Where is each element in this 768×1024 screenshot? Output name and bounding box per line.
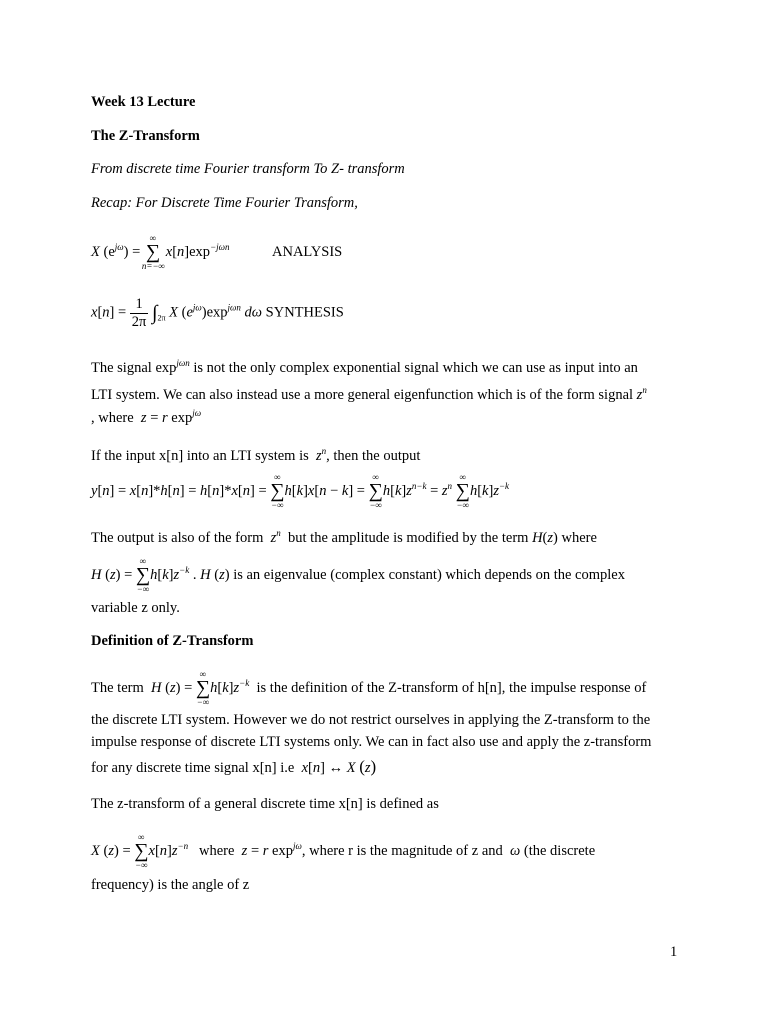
text: The term <box>91 680 144 697</box>
text: but the amplitude is modified by the term <box>288 530 529 546</box>
text: where <box>199 843 235 860</box>
text: is the definition of the Z-transform of h[n], the impulse response of <box>256 680 647 697</box>
text: If the input x[n] into an LTI system is <box>91 448 309 464</box>
subtitle: From discrete time Fourier transform To Z- transform <box>91 161 405 177</box>
paragraph-4-line-1: The term H (z) = ∞ ∑ −∞ $h[k]z^{-k}$ is the definition of the Z-transform of h[n], the impulse response of <box>91 669 647 707</box>
text: where <box>561 530 597 546</box>
section-title: The Z-Transform <box>91 128 200 144</box>
text: The signal <box>91 360 152 376</box>
text: LTI system. We can also instead use a more general eigenfunction which is of the form signal <box>91 387 634 403</box>
paragraph-1-line-1: The signal $\exp^{j\omega n}$ is not the only complex exponential signal which we can use as input into an <box>91 358 638 376</box>
paragraph-1-line-3: , where z = r $\exp^{j\omega}$ <box>91 408 202 426</box>
synthesis-label: SYNTHESIS <box>265 304 344 321</box>
text: for any discrete time signal x[n] i.e <box>91 760 295 776</box>
recap-text: Recap: For Discrete Time Fourier Transform, <box>91 195 358 211</box>
z-transform-definition: X (z) = ∞ ∑ −∞ $x[n]z^{-n}$ where z = r $\exp^{j\omega}$, where r is the magnitude of z and ω (the discrete <box>91 832 596 870</box>
synthesis-equation: x[n] = $\frac{1}{2\pi}$ $\int_{2\pi}$ X $(e^{j\omega})\exp^{j\omega n}$ dω SYNTHESIS <box>91 296 344 330</box>
paragraph-3-line-2: H (z) = ∞ ∑ −∞ $h[k]z^{-k}$ . H (z) is an eigenvalue (complex constant) which depends on the complex <box>91 556 625 594</box>
paragraph-4-line-2: the discrete LTI system. However we do not restrict ourselves in applying the Z-transform to the <box>91 712 651 728</box>
paragraph-1-line-2: LTI system. We can also instead use a more general eigenfunction which is of the form signal $z^n$ <box>91 385 647 403</box>
text: The output is also of the form <box>91 530 264 546</box>
paragraph-4-line-3: impulse response of discrete LTI systems only. We can in fact also use and apply the z-transform <box>91 734 652 750</box>
paragraph-3-line-1: The output is also of the form $z^n$ but the amplitude is modified by the term H(z) where <box>91 528 597 546</box>
text: , where r is the magnitude of z and <box>301 843 503 860</box>
text: is an eigenvalue (complex constant) which depends on the complex <box>233 567 625 584</box>
paragraph-4-line-4: for any discrete time signal x[n] i.e x[n] ↔ X (z) <box>91 757 377 776</box>
text: , where <box>91 410 134 426</box>
paragraph-3-line-3: variable z only. <box>91 600 180 616</box>
analysis-label: ANALYSIS <box>272 244 343 260</box>
page-number: 1 <box>670 944 678 960</box>
text: (the discrete <box>523 843 596 860</box>
definition-heading: Definition of Z-Transform <box>91 633 254 649</box>
lecture-heading: Week 13 Lecture <box>91 94 196 110</box>
paragraph-5: The z-transform of a general discrete time x[n] is defined as <box>91 796 439 812</box>
text: is not the only complex exponential signal which we can use as input into an <box>193 360 638 376</box>
text: , then the output <box>326 448 421 464</box>
convolution-equation: y[n] = x[n]*h[n] = h[n]*x[n] = ∞ ∑ −∞ h[k]x[n − k] = ∞ ∑ −∞ $h[k]z^{n-k} = z^n$ ∞ ∑ −∞ $h[k]z^{-k}$ <box>91 472 510 510</box>
paragraph-6-line-2: frequency) is the angle of z <box>91 877 250 893</box>
paragraph-2: If the input x[n] into an LTI system is $z^n$, then the output <box>91 446 421 464</box>
analysis-equation: X $(e^{j\omega})$ = ∞ ∑ n=−∞ $x[n]\exp^{-j\omega n}$ <box>91 233 230 271</box>
